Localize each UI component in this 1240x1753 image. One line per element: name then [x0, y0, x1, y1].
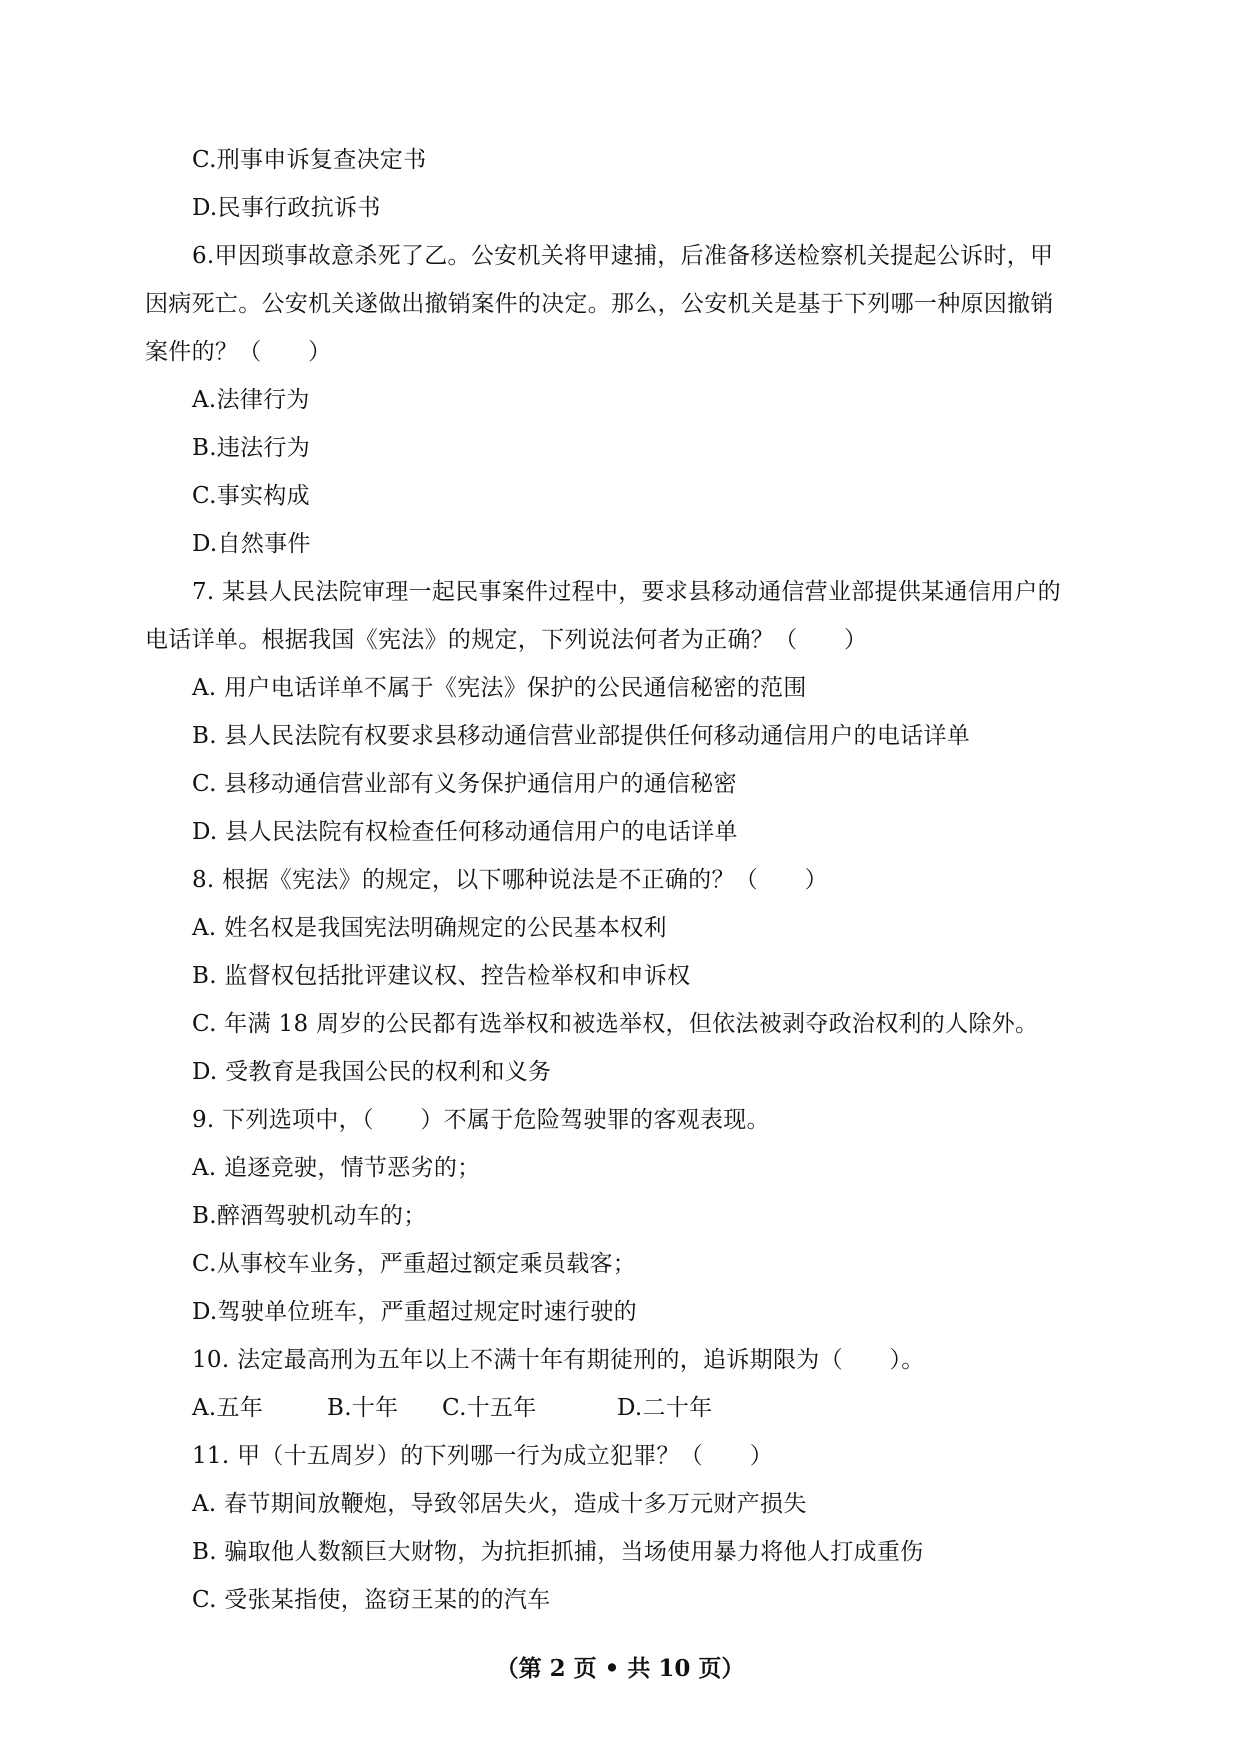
- option-line: D. 县人民法院有权检查任何移动通信用户的电话详单: [192, 819, 738, 845]
- page-number-footer: （第 2 页 • 共 10 页）: [495, 1655, 745, 1682]
- question-line: 11. 甲（十五周岁）的下列哪一行为成立犯罪？（ ）: [192, 1443, 773, 1469]
- option-line: A. 用户电话详单不属于《宪法》保护的公民通信秘密的范围: [192, 675, 807, 701]
- option-line: C.刑事申诉复查决定书: [192, 147, 427, 173]
- question-continuation: 案件的？（ ）: [145, 339, 332, 365]
- question-line: 9. 下列选项中，（ ）不属于危险驾驶罪的客观表现。: [192, 1107, 770, 1133]
- option-line: B. 骗取他人数额巨大财物，为抗拒抓捕，当场使用暴力将他人打成重伤: [192, 1539, 924, 1565]
- option-c: C.十五年: [442, 1395, 537, 1421]
- option-line: D. 受教育是我国公民的权利和义务: [192, 1059, 552, 1085]
- question-line: 7. 某县人民法院审理一起民事案件过程中，要求县移动通信营业部提供某通信用户的: [192, 579, 1061, 605]
- option-line: A. 春节期间放鞭炮，导致邻居失火，造成十多万元财产损失: [192, 1491, 807, 1517]
- question-line: 10. 法定最高刑为五年以上不满十年有期徒刑的，追诉期限为（ ）。: [192, 1347, 925, 1373]
- question-continuation: 因病死亡。公安机关遂做出撤销案件的决定。那么，公安机关是基于下列哪一种原因撤销: [145, 291, 1054, 317]
- option-line: C. 年满 18 周岁的公民都有选举权和被选举权，但依法被剥夺政治权利的人除外。: [192, 1011, 1039, 1037]
- option-line: A. 姓名权是我国宪法明确规定的公民基本权利: [192, 915, 667, 941]
- option-d: D.二十年: [617, 1395, 713, 1421]
- option-row: [145, 1384, 1125, 1432]
- question-line: 8. 根据《宪法》的规定，以下哪种说法是不正确的？（ ）: [192, 867, 828, 893]
- option-line: B.违法行为: [192, 435, 311, 461]
- option-line: C. 县移动通信营业部有义务保护通信用户的通信秘密: [192, 771, 737, 797]
- option-b: B.十年: [327, 1395, 399, 1421]
- question-content: [145, 136, 1125, 1624]
- option-line: A. 追逐竞驶，情节恶劣的；: [192, 1155, 481, 1181]
- option-line: C.事实构成: [192, 483, 310, 509]
- option-line: D.驾驶单位班车，严重超过规定时速行驶的: [192, 1299, 637, 1325]
- option-line: B. 监督权包括批评建议权、控告检举权和申诉权: [192, 963, 691, 989]
- option-line: C. 受张某指使，盗窃王某的的汽车: [192, 1587, 551, 1613]
- option-line: A.法律行为: [192, 387, 310, 413]
- option-a: A.五年: [192, 1395, 264, 1421]
- question-line: 6.甲因琐事故意杀死了乙。公安机关将甲逮捕，后准备移送检察机关提起公诉时，甲: [192, 243, 1054, 269]
- option-line: B. 县人民法院有权要求县移动通信营业部提供任何移动通信用户的电话详单: [192, 723, 971, 749]
- option-line: B.醉酒驾驶机动车的；: [192, 1203, 427, 1229]
- option-line: D.自然事件: [192, 531, 311, 557]
- question-continuation: 电话详单。根据我国《宪法》的规定，下列说法何者为正确？（ ）: [145, 627, 868, 653]
- option-line: D.民事行政抗诉书: [192, 195, 381, 221]
- option-line: C.从事校车业务，严重超过额定乘员载客；: [192, 1251, 637, 1277]
